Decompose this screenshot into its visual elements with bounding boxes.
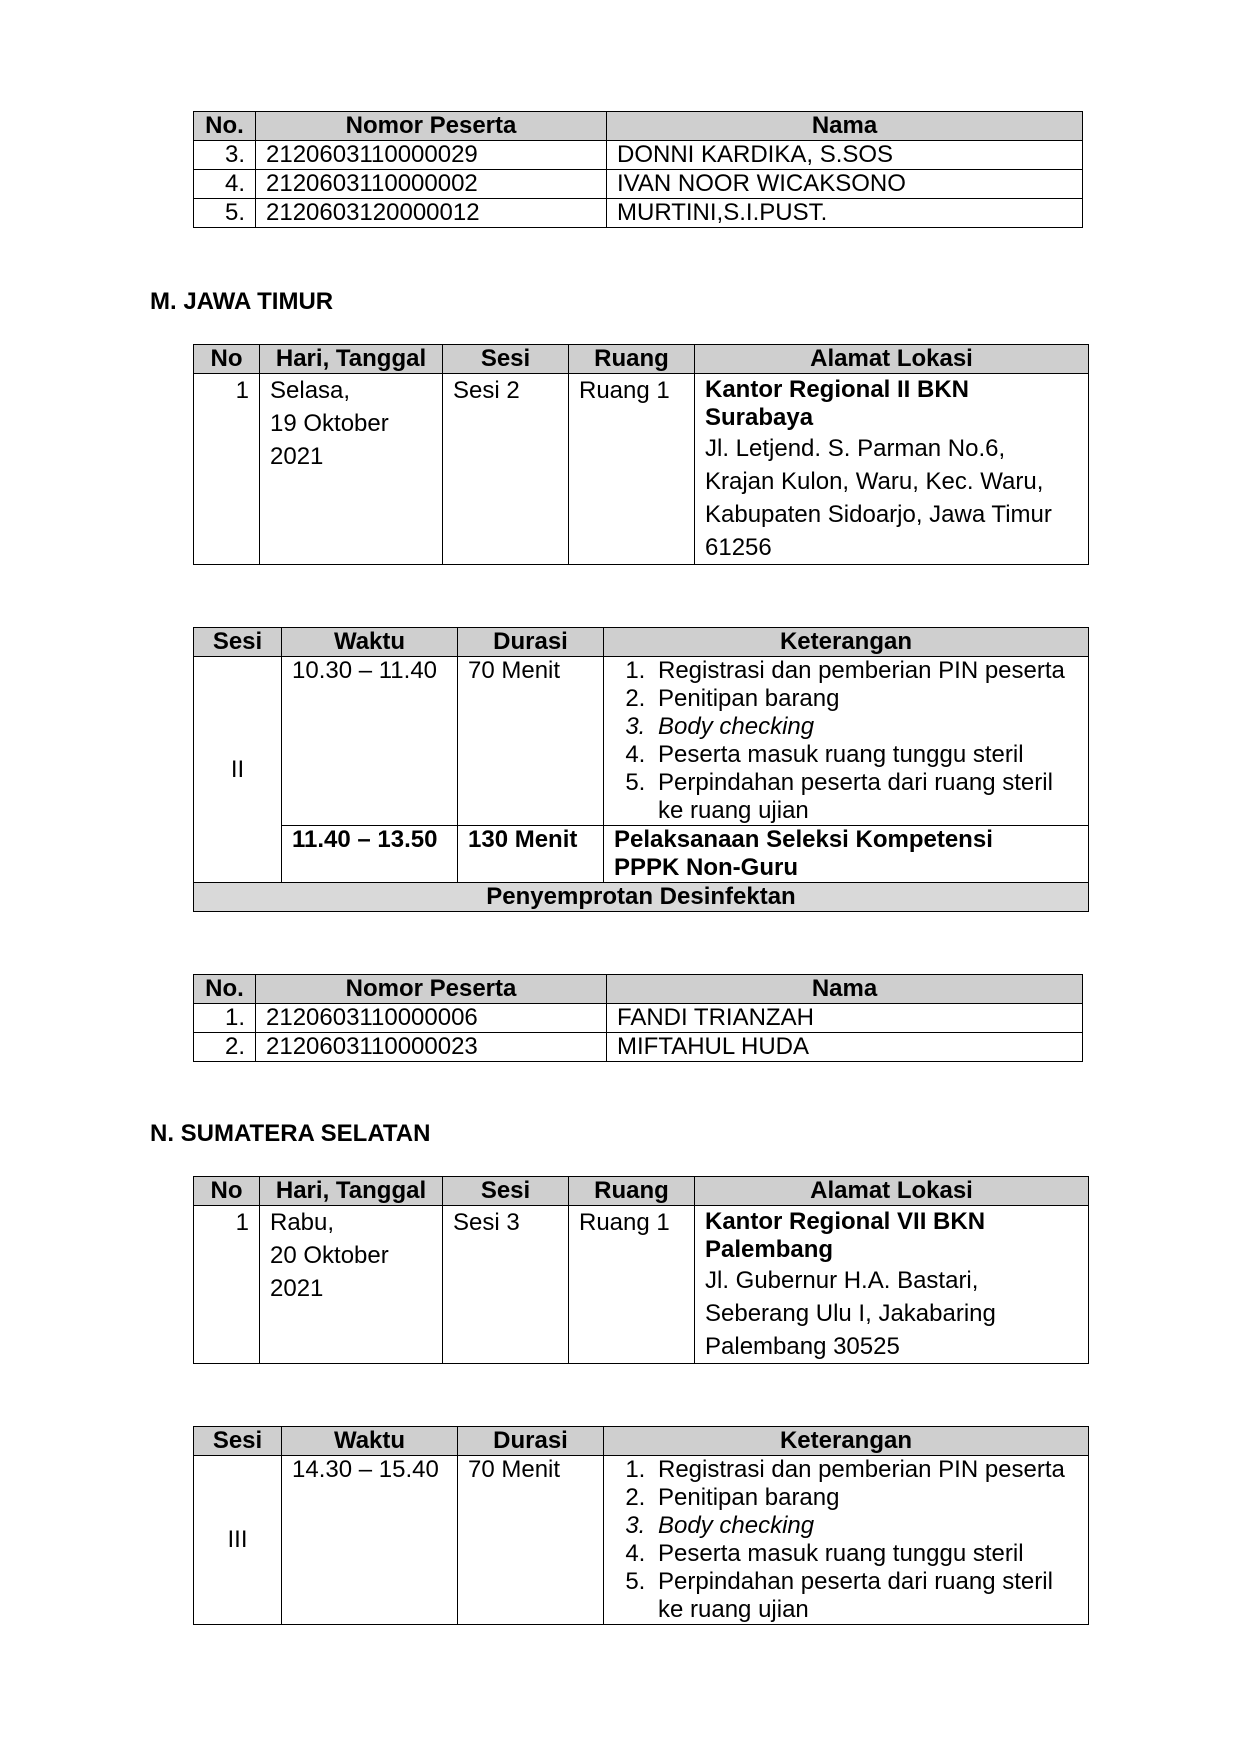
col-header-keterangan: Keterangan <box>604 1427 1089 1456</box>
row-nama: FANDI TRIANZAH <box>607 1004 1083 1033</box>
schedule-sesi: Sesi 2 <box>443 374 569 565</box>
row-no: 1. <box>194 1004 256 1033</box>
table-header-row <box>194 1177 1089 1206</box>
timeline-duration: 70 Menit <box>458 657 604 826</box>
step-item: 4. Peserta masuk ruang tunggu steril <box>652 741 1078 769</box>
table-row <box>194 657 1089 826</box>
step-item: 4. Peserta masuk ruang tunggu steril <box>652 1540 1078 1568</box>
timeline-time: 10.30 – 11.40 <box>282 657 458 826</box>
office-name-line2: Palembang <box>705 1236 834 1263</box>
row-nomor: 2120603110000006 <box>256 1004 607 1033</box>
row-nomor: 2120603110000023 <box>256 1033 607 1062</box>
table-row <box>194 141 1083 170</box>
step-item: 3. Body checking <box>652 713 1078 741</box>
table-footer-row <box>194 883 1089 912</box>
step-item: 5. Perpindahan peserta dari ruang steril ke ruang ujian <box>652 769 1078 825</box>
steps-list <box>614 657 1078 825</box>
col-header-sesi: Sesi <box>443 1177 569 1206</box>
col-header-alamat-lokasi: Alamat Lokasi <box>695 345 1089 374</box>
row-nama: IVAN NOOR WICAKSONO <box>607 170 1083 199</box>
schedule-ruang: Ruang 1 <box>569 1206 695 1364</box>
table-row <box>194 374 1089 565</box>
row-no: 2. <box>194 1033 256 1062</box>
timeline-sesi: III <box>194 1456 282 1625</box>
col-header-sesi: Sesi <box>194 1427 282 1456</box>
col-header-nama: Nama <box>607 112 1083 141</box>
office-name-line1: Kantor Regional VII BKN <box>705 1208 986 1235</box>
col-header-waktu: Waktu <box>282 1427 458 1456</box>
col-header-sesi: Sesi <box>443 345 569 374</box>
col-header-waktu: Waktu <box>282 628 458 657</box>
table-header-row <box>194 628 1089 657</box>
address-line2: Seberang Ulu I, Jakabaring <box>705 1300 996 1327</box>
timeline-table-sumatera-selatan <box>193 1426 1089 1625</box>
col-header-hari-tanggal: Hari, Tanggal <box>260 345 443 374</box>
table-header-row <box>194 975 1083 1004</box>
schedule-sesi: Sesi 3 <box>443 1206 569 1364</box>
step-item: 2. Penitipan barang <box>652 1484 1078 1512</box>
address-line3: Kabupaten Sidoarjo, Jawa Timur <box>705 501 1052 528</box>
schedule-day: Selasa, <box>270 377 351 404</box>
office-name-line2: Surabaya <box>705 404 814 431</box>
office-name-line1: Kantor Regional II BKN <box>705 376 970 403</box>
description-line1: Pelaksanaan Seleksi Kompetensi <box>614 826 993 853</box>
col-header-nomor-peserta: Nomor Peserta <box>256 975 607 1004</box>
schedule-table-jawa-timur <box>193 344 1089 565</box>
step-item: 5. Perpindahan peserta dari ruang steril ke ruang ujian <box>652 1568 1078 1624</box>
description-line2: PPPK Non-Guru <box>614 854 798 881</box>
col-header-nama: Nama <box>607 975 1083 1004</box>
timeline-time: 14.30 – 15.40 <box>282 1456 458 1625</box>
timeline-duration: 130 Menit <box>458 826 604 883</box>
schedule-date-text: 20 Oktober <box>270 1242 389 1269</box>
participants-table-jawa-timur <box>193 974 1083 1062</box>
row-nama: MURTINI,S.I.PUST. <box>607 199 1083 228</box>
col-header-sesi: Sesi <box>194 628 282 657</box>
col-header-keterangan: Keterangan <box>604 628 1089 657</box>
table-header-row <box>194 1427 1089 1456</box>
table-row <box>194 170 1083 199</box>
col-header-no: No <box>194 345 260 374</box>
timeline-steps <box>604 1456 1089 1625</box>
step-item: 1. Registrasi dan pemberian PIN peserta <box>652 1456 1078 1484</box>
step-item: 3. Body checking <box>652 1512 1078 1540</box>
section-heading-sumatera-selatan: N. SUMATERA SELATAN <box>150 1120 431 1147</box>
section-heading-jawa-timur: M. JAWA TIMUR <box>150 288 334 315</box>
col-header-no: No. <box>194 975 256 1004</box>
schedule-day: Rabu, <box>270 1209 335 1236</box>
col-header-nomor-peserta: Nomor Peserta <box>256 112 607 141</box>
schedule-no: 1 <box>194 374 260 565</box>
address-line4: 61256 <box>705 534 772 561</box>
col-header-ruang: Ruang <box>569 1177 695 1206</box>
participants-table-continued <box>193 111 1083 228</box>
table-row <box>194 1456 1089 1625</box>
schedule-table-sumatera-selatan <box>193 1176 1089 1364</box>
timeline-steps <box>604 657 1089 826</box>
disinfection-row: Penyemprotan Desinfektan <box>194 883 1089 912</box>
col-header-alamat-lokasi: Alamat Lokasi <box>695 1177 1089 1206</box>
timeline-sesi: II <box>194 657 282 883</box>
steps-list <box>614 1456 1078 1624</box>
step-item: 2. Penitipan barang <box>652 685 1078 713</box>
address-line1: Jl. Gubernur H.A. Bastari, <box>705 1267 979 1294</box>
schedule-date <box>260 1206 443 1364</box>
address-line2: Krajan Kulon, Waru, Kec. Waru, <box>705 468 1044 495</box>
row-nomor: 2120603120000012 <box>256 199 607 228</box>
row-no: 3. <box>194 141 256 170</box>
table-row <box>194 1004 1083 1033</box>
table-header-row <box>194 345 1089 374</box>
schedule-date <box>260 374 443 565</box>
table-row <box>194 1206 1089 1364</box>
timeline-duration: 70 Menit <box>458 1456 604 1625</box>
col-header-durasi: Durasi <box>458 1427 604 1456</box>
row-nomor: 2120603110000029 <box>256 141 607 170</box>
timeline-time: 11.40 – 13.50 <box>282 826 458 883</box>
table-row <box>194 826 1089 883</box>
schedule-ruang: Ruang 1 <box>569 374 695 565</box>
address-line3: Palembang 30525 <box>705 1333 900 1360</box>
timeline-description <box>604 826 1089 883</box>
row-no: 4. <box>194 170 256 199</box>
col-header-durasi: Durasi <box>458 628 604 657</box>
row-no: 5. <box>194 199 256 228</box>
row-nama: DONNI KARDIKA, S.SOS <box>607 141 1083 170</box>
col-header-no: No <box>194 1177 260 1206</box>
col-header-no: No. <box>194 112 256 141</box>
row-nama: MIFTAHUL HUDA <box>607 1033 1083 1062</box>
row-nomor: 2120603110000002 <box>256 170 607 199</box>
table-header-row <box>194 112 1083 141</box>
schedule-date-text: 19 Oktober <box>270 410 389 437</box>
step-item: 1. Registrasi dan pemberian PIN peserta <box>652 657 1078 685</box>
schedule-year: 2021 <box>270 1275 324 1302</box>
schedule-year: 2021 <box>270 443 324 470</box>
schedule-no: 1 <box>194 1206 260 1364</box>
address-line1: Jl. Letjend. S. Parman No.6, <box>705 435 1006 462</box>
schedule-address <box>695 1206 1089 1364</box>
schedule-address <box>695 374 1089 565</box>
timeline-table-jawa-timur <box>193 627 1089 912</box>
table-row <box>194 199 1083 228</box>
col-header-hari-tanggal: Hari, Tanggal <box>260 1177 443 1206</box>
table-row <box>194 1033 1083 1062</box>
col-header-ruang: Ruang <box>569 345 695 374</box>
